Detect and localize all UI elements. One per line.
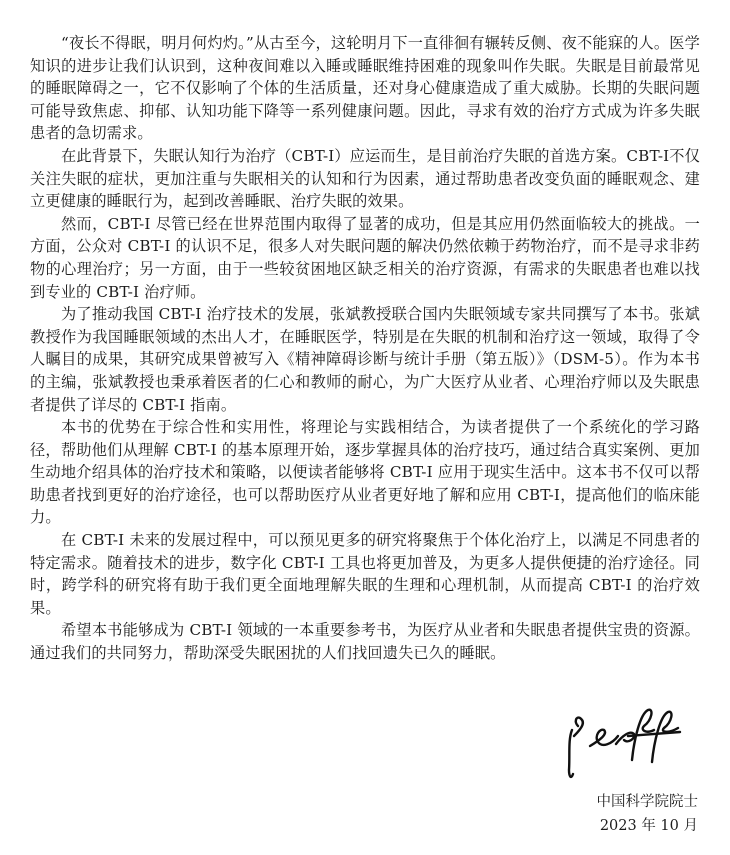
preface-body	[30, 32, 700, 665]
paragraph-4: 为了推动我国 CBT-I 治疗技术的发展，张斌教授联合国内失眠领域专家共同撰写了本书。张斌教授作为我国睡眠领域的杰出人才，在睡眠医学，特别是在失眠的机制和治疗这一领域，取得了令人瞩目的成果，其研究成果曾被写入《精神障碍诊断与统计手册（第五版）》（DSM-5）。作为本书的主编，张斌教授也秉承着医者的仁心和教师的耐心，为广大医疗从业者、心理治疗师以及失眠患者提供了详尽的 CBT-I 指南。	[30, 305, 700, 414]
paragraph-1: “夜长不得眠，明月何灼灼。”从古至今，这轮明月下一直徘徊有辗转反侧、夜不能寐的人。医学知识的进步让我们认识到，这种夜间难以入睡或睡眠维持困难的现象叫作失眠。失眠是目前最常见的睡眠障碍之一，它不仅影响了个体的生活质量，还对身心健康造成了重大威胁。长期的失眠问题可能导致焦虑、抑郁、认知功能下降等一系列健康问题。因此，寻求有效的治疗方式成为许多失眠患者的急切需求。	[30, 34, 700, 143]
paragraph-5: 本书的优势在于综合性和实用性，将理论与实践相结合，为读者提供了一个系统化的学习路径，帮助他们从理解 CBT-I 的基本原理开始，逐步掌握具体的治疗技巧，通过结合真实案例、更加生动地介绍具体的治疗技术和策略，以便读者能够将 CBT-I 应用于现实生活中。这本书不仅可以帮助患者找到更好的治疗途径，也可以帮助医疗从业者更好地了解和应用 CBT-I，提高他们的临床能力。	[30, 418, 700, 527]
signoff-block	[597, 790, 699, 838]
paragraph-7: 希望本书能够成为 CBT-I 领域的一本重要参考书，为医疗从业者和失眠患者提供宝贵的资源。通过我们的共同努力，帮助深受失眠困扰的人们找回遗失已久的睡眠。	[30, 621, 700, 663]
paragraph-6: 在 CBT-I 未来的发展过程中，可以预见更多的研究将聚焦于个体化治疗上，以满足不同患者的特定需求。随着技术的进步，数字化 CBT-I 工具也将更加普及，为更多人提供便捷的治疗途径。同时，跨学科的研究将有助于我们更全面地理解失眠的生理和心理机制，从而提高 CBT-I 的治疗效果。	[30, 531, 700, 617]
signoff-date: 2023 年 10 月	[599, 818, 698, 834]
handwritten-signature	[560, 700, 690, 785]
paragraph-2: 在此背景下，失眠认知行为治疗（CBT-I）应运而生，是目前治疗失眠的首选方案。CBT-I不仅关注失眠的症状，更加注重与失眠相关的认知和行为因素，通过帮助患者改变负面的睡眠观念、建立更健康的睡眠行为，起到改善睡眠、治疗失眠的效果。	[30, 146, 700, 211]
signoff-title: 中国科学院院士	[596, 794, 698, 810]
paragraph-3: 然而，CBT-I 尽管已经在世界范围内取得了显著的成功，但是其应用仍然面临较大的挑战。一方面，公众对 CBT-I 的认识不足，很多人对失眠问题的解决仍然依赖于药物治疗，而不是寻求非药物的心理治疗；另一方面，由于一些较贫困地区缺乏相关的治疗资源，有需求的失眠患者也难以找到专业的 CBT-I 治疗师。	[30, 214, 700, 301]
